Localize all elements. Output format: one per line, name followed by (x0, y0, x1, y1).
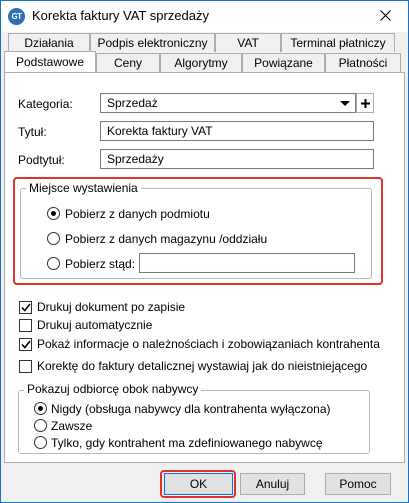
tab-podstawowe[interactable]: Podstawowe (4, 51, 96, 72)
tab-terminal-platniczy[interactable]: Terminal płatniczy (281, 33, 395, 52)
radio-label: Tylko, gdy kontrahent ma zdefiniowanego nabywcę (51, 436, 323, 450)
tab-ceny[interactable]: Ceny (96, 53, 160, 72)
kategoria-label: Kategoria: (18, 97, 73, 111)
radio-label: Pobierz z danych magazynu /oddziału (65, 232, 268, 246)
radio-label: Pobierz stąd: (65, 257, 136, 271)
radio-pobierz-z-magazynu[interactable] (47, 232, 60, 245)
miejsce-custom-field[interactable] (139, 253, 355, 273)
checkbox-drukuj-automatycznie[interactable] (19, 319, 32, 332)
kategoria-combobox[interactable]: Sprzedaż (100, 93, 356, 113)
chevron-down-icon[interactable] (340, 101, 350, 106)
help-button[interactable]: Pomoc (325, 473, 391, 495)
radio-label: Nigdy (obsługa nabywcy dla kontrahenta wyłączona) (51, 402, 331, 416)
app-logo-icon: GT (8, 8, 25, 25)
ok-button[interactable]: OK (164, 473, 233, 495)
tab-vat[interactable]: VAT (215, 33, 281, 52)
checkbox-korekta-detaliczna[interactable] (19, 360, 32, 373)
tab-dzialania[interactable]: Działania (8, 33, 90, 52)
tab-platnosci[interactable]: Płatności (325, 53, 401, 72)
close-icon[interactable] (368, 3, 402, 28)
tab-algorytmy[interactable]: Algorytmy (160, 53, 242, 72)
tytul-label: Tytuł: (18, 125, 47, 139)
tytul-field[interactable]: Korekta faktury VAT (100, 121, 374, 141)
checkbox-pokaz-naleznosci[interactable] (19, 338, 32, 351)
podtytul-field[interactable]: Sprzedaży (100, 149, 374, 169)
radio-pobierz-z-podmiotu[interactable] (47, 207, 60, 220)
tab-podpis-elektroniczny[interactable]: Podpis elektroniczny (90, 33, 215, 52)
miejsce-wystawienia-title: Miejsce wystawienia (26, 181, 141, 195)
podtytul-label: Podtytuł: (18, 153, 65, 167)
radio-odbiorca-zawsze[interactable] (34, 419, 47, 432)
radio-label: Zawsze (51, 419, 93, 433)
checkbox-label: Drukuj dokument po zapisie (37, 300, 186, 314)
radio-pobierz-stad[interactable] (47, 257, 60, 270)
checkbox-label: Drukuj automatycznie (37, 318, 153, 332)
add-category-button[interactable] (356, 93, 374, 113)
radio-label: Pobierz z danych podmiotu (65, 207, 210, 221)
checkmark-icon (21, 303, 31, 312)
checkbox-label: Korektę do faktury detalicznej wystawiaj jak do nieistniejącego (37, 359, 368, 373)
checkbox-drukuj-po-zapisie[interactable] (19, 301, 32, 314)
radio-odbiorca-nigdy[interactable] (34, 402, 47, 415)
plus-icon (361, 99, 370, 108)
window-title: Korekta faktury VAT sprzedaży (32, 8, 210, 23)
cancel-button[interactable]: Anuluj (240, 473, 305, 495)
radio-odbiorca-tylko-gdy[interactable] (34, 436, 47, 449)
checkmark-icon (21, 340, 31, 349)
tab-powiazane[interactable]: Powiązane (242, 53, 325, 72)
checkbox-label: Pokaż informacje o należnościach i zobowiązaniach kontrahenta (37, 337, 380, 351)
pokazuj-odbiorce-title: Pokazuj odbiorcę obok nabywcy (24, 382, 201, 396)
